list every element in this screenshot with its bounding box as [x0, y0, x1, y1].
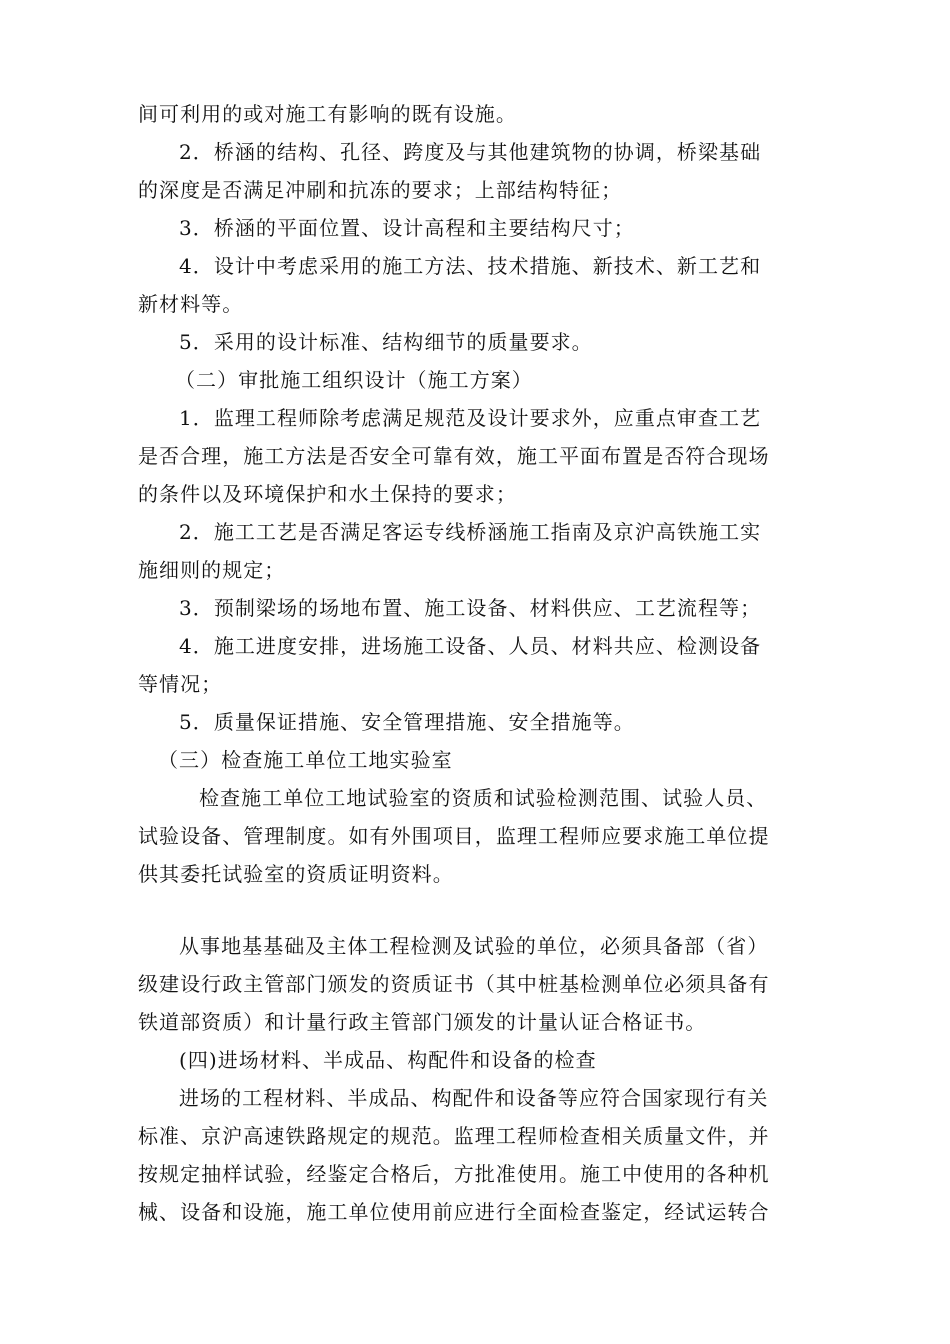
text-line: 施细则的规定； — [138, 558, 286, 582]
section-heading: (四)进场材料、半成品、构配件和设备的检查 — [179, 1048, 597, 1072]
text-line: 2．施工工艺是否满足客运专线桥涵施工指南及京沪高铁施工实 — [179, 520, 762, 544]
text-line: 3．桥涵的平面位置、设计高程和主要结构尺寸； — [179, 216, 635, 240]
section-heading: （二）审批施工组织设计（施工方案） — [175, 368, 533, 392]
text-line: 级建设行政主管部门颁发的资质证书（其中桩基检测单位必须具备有 — [138, 972, 770, 996]
text-line: 进场的工程材料、半成品、构配件和设备等应符合国家现行有关 — [179, 1086, 769, 1110]
text-line: 的深度是否满足冲刷和抗冻的要求；上部结构特征； — [138, 178, 623, 202]
text-line: 2．桥涵的结构、孔径、跨度及与其他建筑物的协调，桥梁基础 — [179, 140, 762, 164]
text-line: 供其委托试验室的资质证明资料。 — [138, 862, 454, 886]
text-line: 标准、京沪高速铁路规定的规范。监理工程师检查相关质量文件，并 — [138, 1124, 770, 1148]
text-line: 4．施工进度安排，进场施工设备、人员、材料共应、检测设备 — [179, 634, 762, 658]
text-line: 5．质量保证措施、安全管理措施、安全措施等。 — [179, 710, 635, 734]
text-line: 3．预制梁场的场地布置、施工设备、材料供应、工艺流程等； — [179, 596, 762, 620]
text-line: 5．采用的设计标准、结构细节的质量要求。 — [179, 330, 593, 354]
text-line: 铁道部资质）和计量行政主管部门颁发的计量认证合格证书。 — [138, 1010, 707, 1034]
text-line: 4．设计中考虑采用的施工方法、技术措施、新技术、新工艺和 — [179, 254, 762, 278]
text-line: 的条件以及环境保护和水土保持的要求； — [138, 482, 517, 506]
text-line: 新材料等。 — [138, 292, 244, 316]
text-line: 按规定抽样试验，经鉴定合格后，方批准使用。施工中使用的各种机 — [138, 1162, 770, 1186]
text-line: 间可利用的或对施工有影响的既有设施。 — [138, 102, 517, 126]
text-line: 试验设备、管理制度。如有外围项目，监理工程师应要求施工单位提 — [138, 824, 770, 848]
text-line: 检查施工单位工地试验室的资质和试验检测范围、试验人员、 — [199, 786, 768, 810]
text-line: 是否合理，施工方法是否安全可靠有效，施工平面布置是否符合现场 — [138, 444, 770, 468]
text-line: 1．监理工程师除考虑满足规范及设计要求外，应重点审查工艺 — [179, 406, 762, 430]
text-line: 从事地基基础及主体工程检测及试验的单位，必须具备部（省） — [179, 934, 769, 958]
section-heading: （三）检查施工单位工地实验室 — [158, 748, 453, 772]
text-line: 等情况； — [138, 672, 223, 696]
text-line: 械、设备和设施，施工单位使用前应进行全面检查鉴定，经试运转合 — [138, 1200, 770, 1224]
